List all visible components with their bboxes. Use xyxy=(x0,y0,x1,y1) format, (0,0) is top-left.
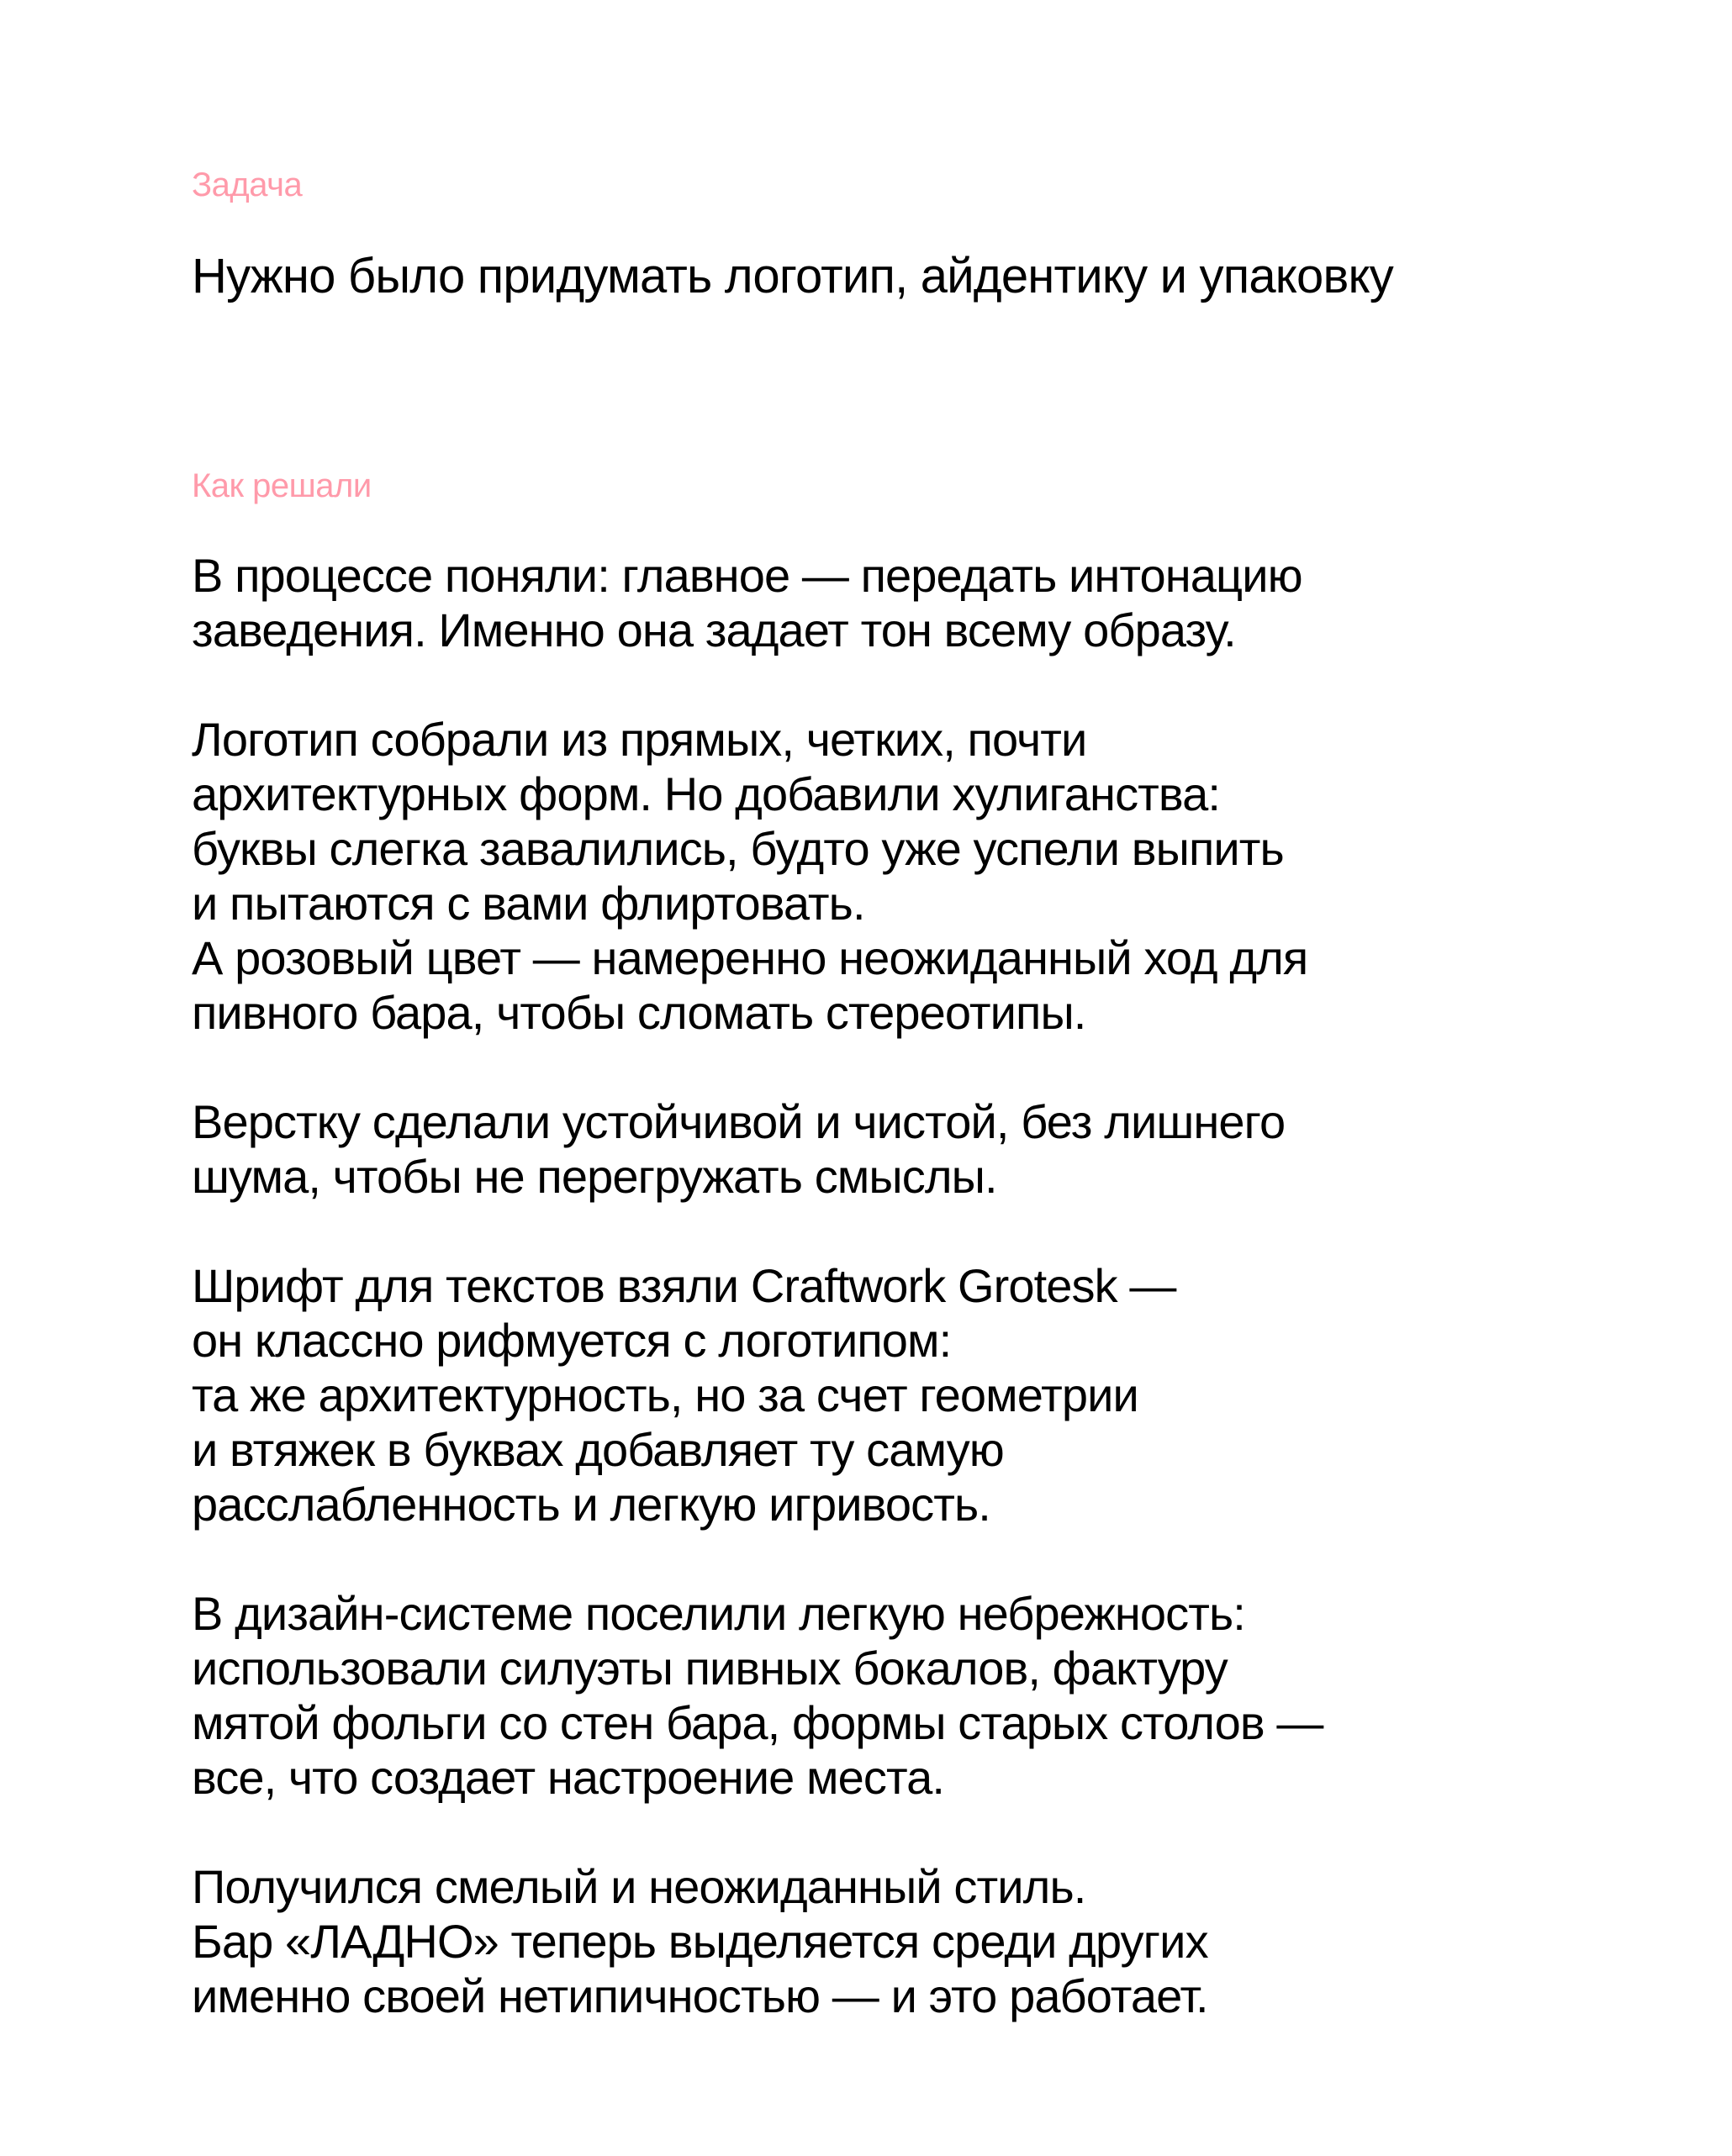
text-line: мятой фольги со стен бара, формы старых столов — xyxy=(192,1696,1323,1749)
text-line: архитектурных форм. Но добавили хулиганства: xyxy=(192,767,1221,820)
paragraph-typeface xyxy=(192,1258,1323,1531)
text-line: Верстку сделали устойчивой и чистой, без лишнего xyxy=(192,1095,1286,1148)
paragraph-intonation xyxy=(192,548,1323,657)
solution-body xyxy=(192,548,1323,2078)
text-line: та же архитектурность, но за счет геометрии xyxy=(192,1368,1138,1421)
text-line: В дизайн-системе поселили легкую небрежность: xyxy=(192,1587,1245,1640)
task-section-label: Задача xyxy=(192,166,303,203)
text-line: Бар «ЛАДНО» теперь выделяется среди других xyxy=(192,1915,1208,1968)
paragraph-layout xyxy=(192,1094,1323,1204)
text-line: Получился смелый и неожиданный стиль. xyxy=(192,1860,1086,1913)
text-line: буквы слегка завалились, будто уже успели выпить xyxy=(192,822,1284,875)
text-line: Шрифт для текстов взяли Craftwork Grotesk — xyxy=(192,1259,1176,1312)
text-line: расслабленность и легкую игривость. xyxy=(192,1478,990,1531)
solution-section-label: Как решали xyxy=(192,467,372,504)
text-line: и втяжек в буквах добавляет ту самую xyxy=(192,1423,1004,1476)
text-line: шума, чтобы не перегружать смыслы. xyxy=(192,1150,997,1203)
text-line: все, что создает настроение места. xyxy=(192,1751,945,1804)
text-line: пивного бара, чтобы сломать стереотипы. xyxy=(192,986,1086,1039)
paragraph-design-system xyxy=(192,1586,1323,1805)
text-line: использовали силуэты пивных бокалов, фактуру xyxy=(192,1642,1228,1695)
text-line: заведения. Именно она задает тон всему образу. xyxy=(192,604,1236,656)
text-line: В процессе поняли: главное — передать интонацию xyxy=(192,549,1302,602)
paragraph-logo xyxy=(192,712,1323,1040)
text-line: А розовый цвет — намеренно неожиданный ход для xyxy=(192,931,1308,984)
text-line: Логотип собрали из прямых, четких, почти xyxy=(192,713,1087,766)
task-description: Нужно было придумать логотип, айдентику и упаковку xyxy=(192,249,1393,303)
text-line: он классно рифмуется с логотипом: xyxy=(192,1314,952,1367)
paragraph-result xyxy=(192,1859,1323,2023)
text-line: именно своей нетипичностью — и это работает. xyxy=(192,1969,1208,2022)
text-line: и пытаются с вами флиртовать. xyxy=(192,877,865,930)
